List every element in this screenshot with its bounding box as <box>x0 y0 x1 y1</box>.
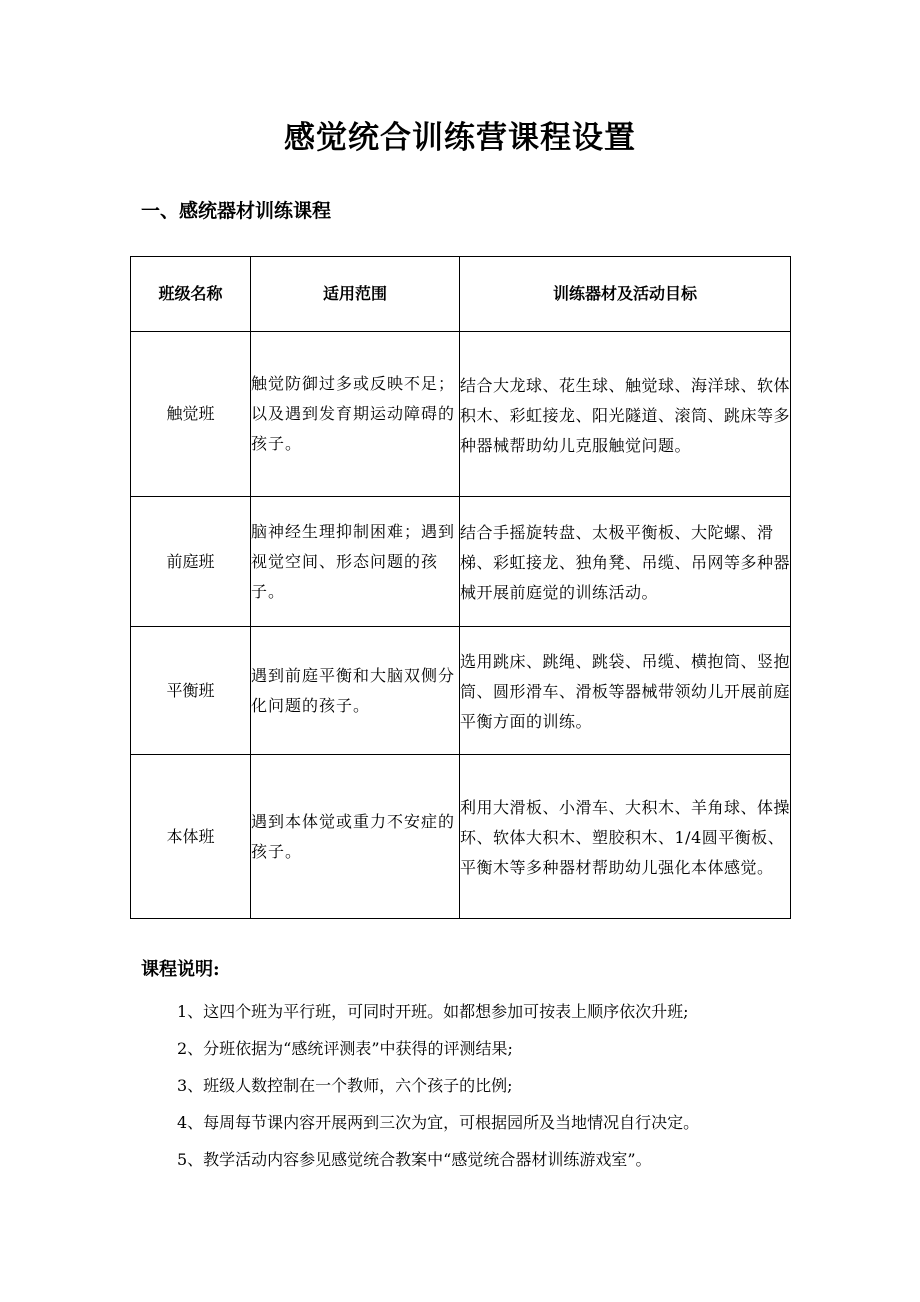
table-row <box>131 332 791 497</box>
course-table <box>130 256 791 919</box>
list-item: 2、分班依据为“感统评测表”中获得的评测结果; <box>177 1039 513 1058</box>
scope-cell: 遇到前庭平衡和大脑双侧分化问题的孩子。 <box>251 627 460 755</box>
scope-cell: 遇到本体觉或重力不安症的孩子。 <box>251 755 460 919</box>
table-header-row <box>131 257 791 332</box>
goal-cell <box>460 755 791 919</box>
list-item: 3、班级人数控制在一个教师，六个孩子的比例; <box>177 1076 513 1095</box>
scope-cell: 脑神经生理抑制困难；遇到视觉空间、形态问题的孩子。 <box>251 497 460 627</box>
goal-text: 结合手摇旋转盘、太极平衡板、大陀螺、滑梯、彩虹接龙、独角凳、吊缆、吊网等多种器械开展前庭觉的训练活动。 <box>460 523 791 602</box>
header-class-name: 班级名称 <box>131 257 251 332</box>
class-name-cell: 前庭班 <box>131 497 251 627</box>
goal-text: 结合大龙球、花生球、触觉球、海洋球、软体积木、彩虹接龙、阳光隧道、滚筒、跳床等多种器械帮助幼儿克服触觉问题。 <box>460 375 791 455</box>
page-title: 感觉统合训练营课程设置 <box>284 120 636 156</box>
list-item: 5、教学活动内容参见感觉统合教案中“感觉统合器材训练游戏室”。 <box>177 1150 652 1169</box>
list-item: 1、这四个班为平行班，可同时开班。如都想参加可按表上顺序依次升班; <box>177 1002 689 1021</box>
goal-cell <box>460 627 791 755</box>
goal-text: 利用大滑板、小滑车、大积木、羊角球、体操环、软体大积木、塑胶积木、1/4圆平衡板、平衡木等多种器材帮助幼儿强化本体感觉。 <box>460 798 791 877</box>
table-row <box>131 627 791 755</box>
scope-cell: 触觉防御过多或反映不足；以及遇到发育期运动障碍的孩子。 <box>251 332 460 497</box>
section-heading: 一、感统器材训练课程 <box>141 200 332 222</box>
class-name-cell: 触觉班 <box>131 332 251 497</box>
table-row <box>131 497 791 627</box>
header-goal: 训练器材及活动目标 <box>460 257 791 332</box>
notes-heading: 课程说明: <box>141 959 220 980</box>
list-item: 4、每周每节课内容开展两到三次为宜，可根据园所及当地情况自行决定。 <box>177 1113 700 1132</box>
class-name-cell: 平衡班 <box>131 627 251 755</box>
goal-text: 选用跳床、跳绳、跳袋、吊缆、横抱筒、竖抱筒、圆形滑车、滑板等器械带领幼儿开展前庭平衡方面的训练。 <box>460 652 791 731</box>
header-scope: 适用范围 <box>251 257 460 332</box>
goal-cell <box>460 497 791 627</box>
notes-list <box>177 993 817 1178</box>
table-row <box>131 755 791 919</box>
class-name-cell: 本体班 <box>131 755 251 919</box>
goal-cell <box>460 332 791 497</box>
